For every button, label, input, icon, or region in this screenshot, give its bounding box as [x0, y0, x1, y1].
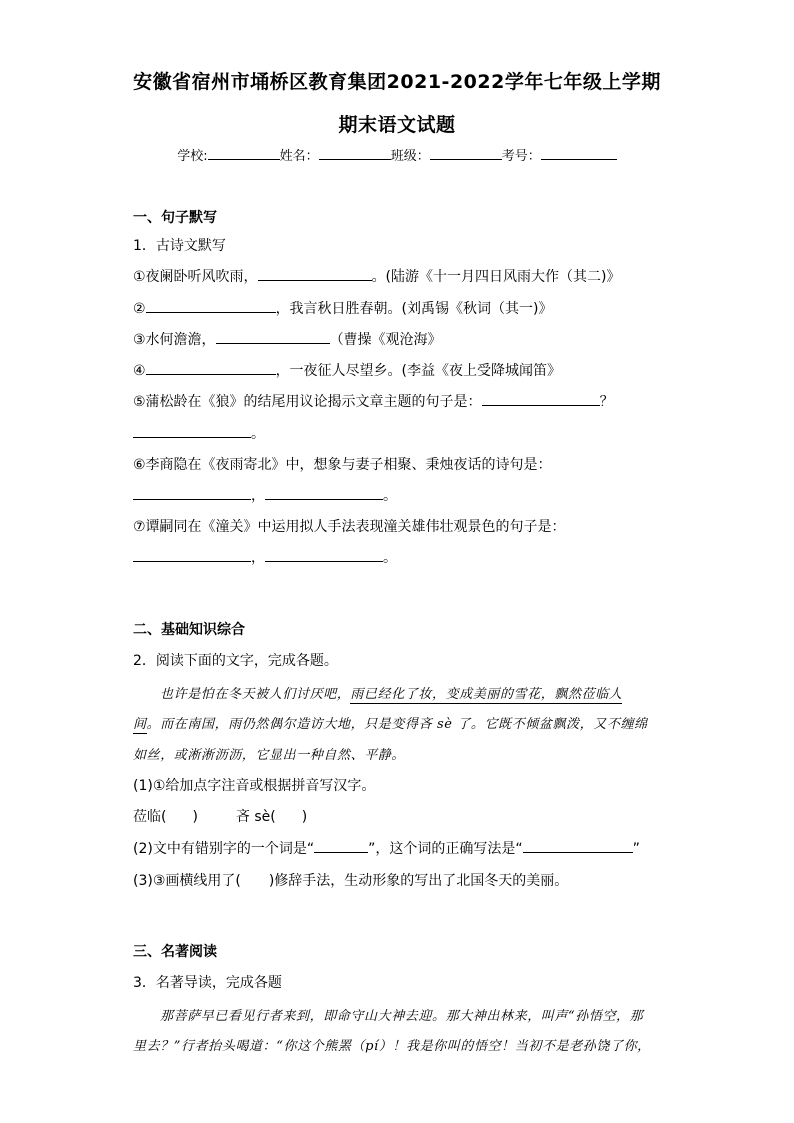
- poem-line-5-qmark: ？: [599, 394, 614, 410]
- question1-title: 1．古诗文默写: [133, 238, 226, 254]
- word-lilin: 莅临(: [133, 809, 167, 825]
- sub-question-3-text-a: (3)③画横线用了(: [133, 873, 241, 889]
- poem-line-1-text: ①夜阑卧听风吹雨，: [133, 269, 258, 285]
- answer-blank-1[interactable]: [258, 267, 372, 281]
- section2-heading: 二、基础知识综合: [133, 622, 245, 638]
- comma: ，: [251, 550, 265, 566]
- poem-line-7: ⑦谭嗣同在《潼关》中运用拟人手法表现潼关雄伟壮观景色的句子是：: [133, 519, 566, 535]
- sub-question-2-text-a: (2)文中有错别字的一个词是“: [133, 841, 315, 857]
- passage-underlined-2: 间: [133, 717, 147, 732]
- poem-line-4-mark: ④: [133, 363, 146, 379]
- student-info-line: [0, 145, 794, 164]
- answer-blank-3[interactable]: [216, 330, 330, 344]
- class-label: 班级：: [390, 149, 430, 164]
- exam-title-line1: 安徽省宿州市埇桥区教育集团2021-2022学年七年级上学期: [133, 71, 661, 93]
- name-label: 姓名：: [279, 149, 319, 164]
- sub-question-2: [133, 838, 640, 858]
- poem-line-1: [133, 266, 621, 286]
- poem-line-4-text: ，一夜征人尽望乡。(李益《夜上受降城闻笛》: [275, 363, 562, 379]
- wrong-word-blank[interactable]: [314, 839, 368, 853]
- question3-title: 3．名著导读，完成各题: [133, 975, 282, 991]
- poem-line-1-source: 。(陆游《十一月四日风雨大作（其二)》: [371, 269, 621, 285]
- answer-blank-6a[interactable]: [133, 486, 251, 500]
- paren-close: ): [192, 809, 198, 825]
- correct-word-blank[interactable]: [523, 839, 633, 853]
- poem-line-4: [133, 360, 561, 380]
- school-blank[interactable]: [208, 146, 280, 160]
- answer-blank-7a[interactable]: [133, 548, 251, 562]
- paren-close: ): [301, 809, 308, 825]
- sub-question-2-text-b: ”，这个词的正确写法是“: [368, 841, 523, 857]
- poem-line-6: ⑥李商隐在《夜雨寄北》中，想象与妻子相聚、秉烛夜话的诗句是：: [133, 457, 552, 473]
- answer-blank-5a[interactable]: [482, 392, 600, 406]
- exam-no-blank[interactable]: [541, 146, 617, 160]
- passage-underlined-1: 雨已经化了妆，变成美丽的雪花，飘然莅临人: [350, 687, 623, 702]
- poem-line-5-period: 。: [251, 426, 265, 442]
- poem-line-6-answers: [133, 485, 397, 505]
- answer-blank-4[interactable]: [146, 361, 276, 375]
- answer-blank-2[interactable]: [146, 299, 276, 313]
- exam-title-line2: 期末语文试题: [338, 114, 456, 136]
- period: 。: [383, 550, 397, 566]
- poem-line-5-text: ⑤蒲松龄在《狼》的结尾用议论揭示文章主题的句子是：: [133, 394, 482, 410]
- novel-passage-line-1: 那菩萨早已看见行者来到，即命守山大神去迎。那大神出林来，叫声“孙悟空，那: [160, 1009, 644, 1024]
- poem-line-7-answers: [133, 547, 397, 567]
- name-blank[interactable]: [319, 146, 391, 160]
- exam-no-label: 考号：: [501, 149, 541, 164]
- poem-line-3-source: （曹操《观沧海》: [329, 332, 442, 348]
- passage-line-1-text: 也许是怕在冬天被人们讨厌吧，: [160, 687, 351, 702]
- section3-heading: 三、名著阅读: [133, 944, 217, 960]
- poem-line-5-cont: [133, 423, 265, 443]
- poem-line-3: [133, 329, 442, 349]
- sub-question-1-items: [133, 806, 307, 826]
- passage-line-2: [133, 713, 648, 732]
- poem-line-5: [133, 391, 614, 411]
- passage-line-1: [160, 683, 622, 702]
- poem-line-3-text: ③水何澹澹，: [133, 332, 216, 348]
- poem-line-2: [133, 298, 553, 318]
- passage-line-3: 如丝，或淅淅沥沥，它显出一种自然、平静。: [133, 748, 406, 763]
- comma: ，: [251, 488, 265, 504]
- answer-blank-7b[interactable]: [265, 548, 383, 562]
- word-linse: 吝 sè(: [235, 809, 276, 825]
- section1-heading: 一、句子默写: [133, 210, 217, 226]
- school-label: 学校:: [177, 149, 208, 164]
- answer-blank-6b[interactable]: [265, 486, 383, 500]
- poem-line-2-text: ，我言秋日胜春朝。(刘禹锡《秋词（其一)》: [275, 301, 553, 317]
- sub-question-2-text-c: ”: [632, 841, 640, 857]
- poem-line-2-mark: ②: [133, 301, 146, 317]
- class-blank[interactable]: [430, 146, 502, 160]
- sub-question-3-text-b: )修辞手法，生动形象的写出了北国冬天的美丽。: [268, 873, 569, 889]
- period: 。: [383, 488, 397, 504]
- sub-question-3: [133, 870, 568, 890]
- question2-title: 2．阅读下面的文字，完成各题。: [133, 653, 338, 669]
- passage-line-2-text: 。而在南国，雨仍然偶尔造访大地，只是变得吝 sè 了。它既不倾盆飘泼，又不缠绵: [146, 717, 648, 732]
- answer-blank-5b[interactable]: [133, 424, 251, 438]
- sub-question-1: (1)①给加点字注音或根据拼音写汉字。: [133, 778, 376, 794]
- novel-passage-line-2: 里去？”行者抬头喝道：“你这个熊罴（pí）！我是你叫的悟空！当初不是老孙饶了你，: [133, 1039, 651, 1054]
